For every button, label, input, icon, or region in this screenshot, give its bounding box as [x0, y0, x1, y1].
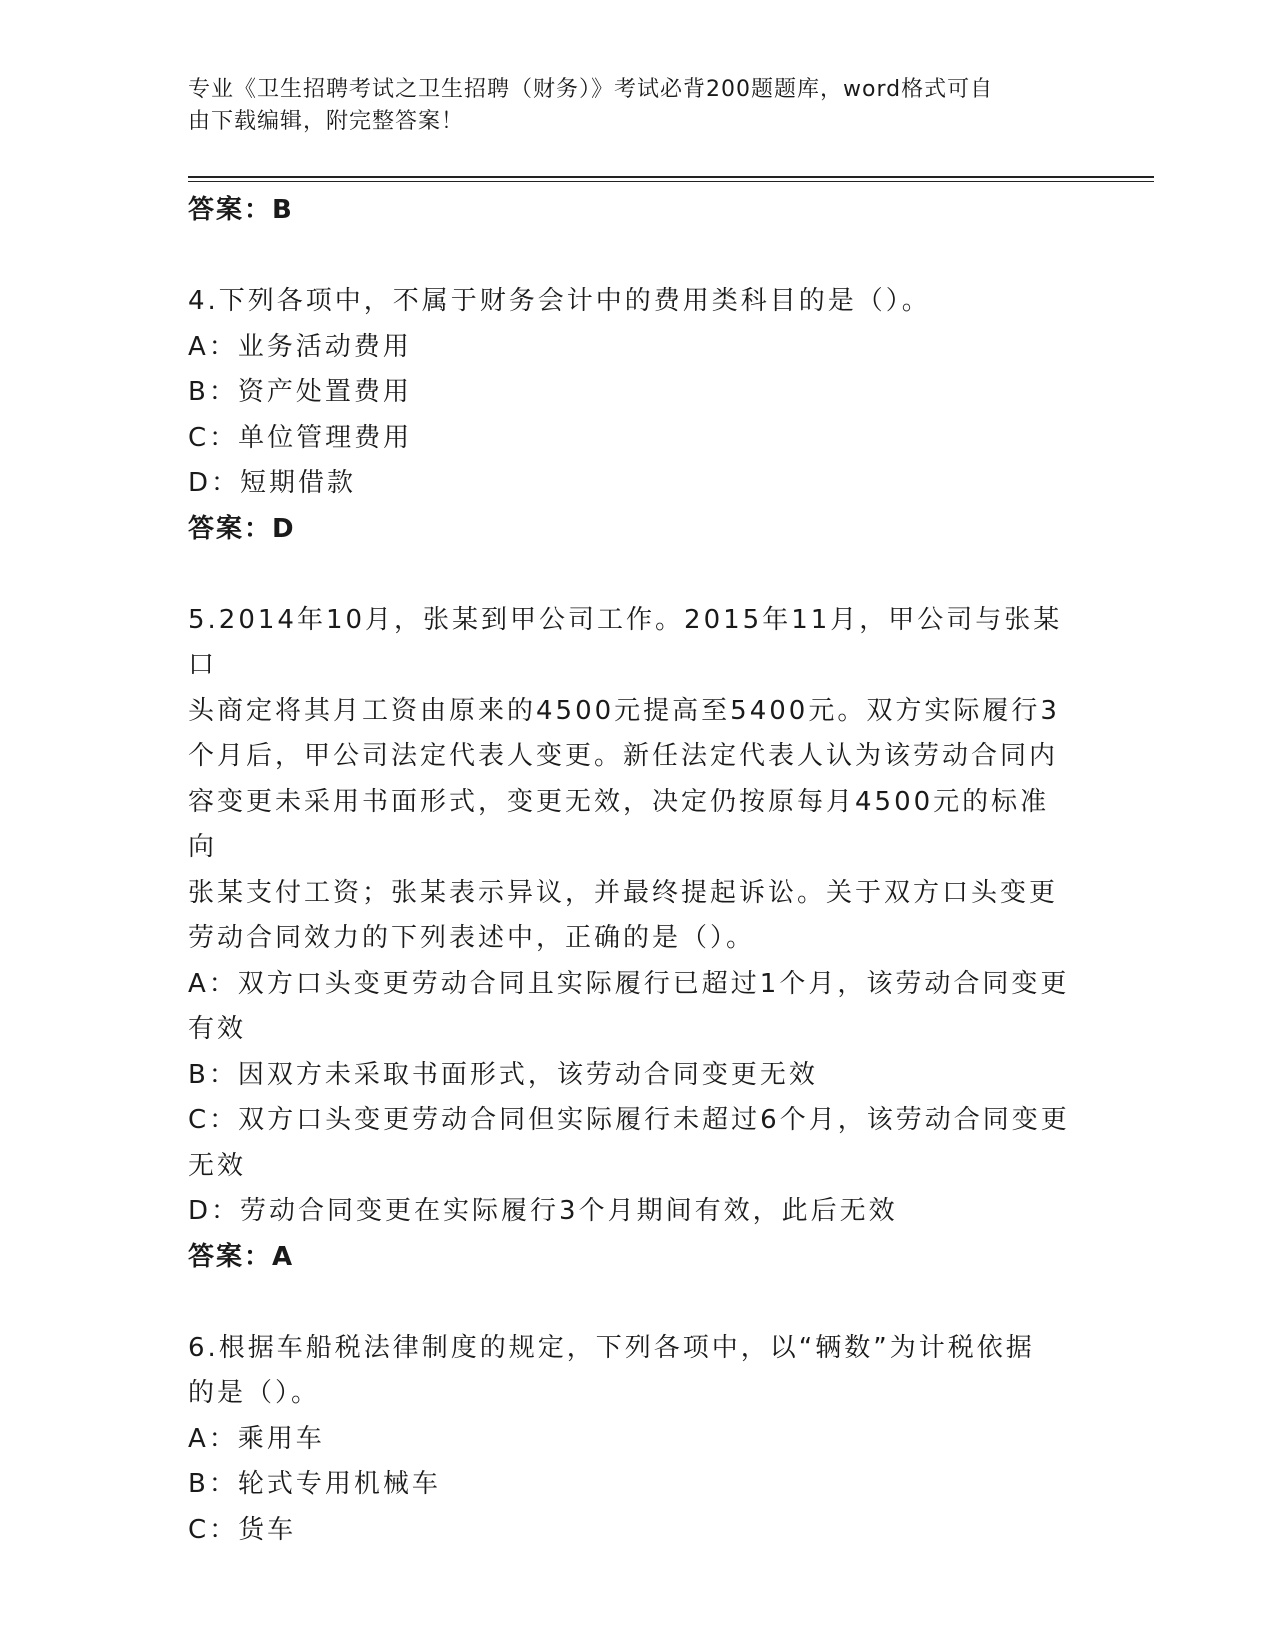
option-d: D：劳动合同变更在实际履行3个月期间有效，此后无效 — [188, 1196, 898, 1226]
header-rule-thick — [188, 176, 1154, 178]
page-header — [188, 74, 1068, 138]
question-stem-line-6: 劳动合同效力的下列表述中，正确的是（）。 — [188, 923, 756, 953]
question-stem-line-5: 张某支付工资；张某表示异议，并最终提起诉讼。关于双方口头变更 — [188, 877, 1059, 908]
spacer — [188, 234, 1078, 280]
spacer — [188, 552, 1078, 598]
option-b: B：轮式专用机械车 — [188, 1469, 441, 1499]
answer-q3: 答案：B — [188, 195, 294, 225]
question-stem-line-3: 个月后，甲公司法定代表人变更。新任法定代表人认为该劳动合同内 — [188, 741, 1059, 771]
option-c-line-2: 无效 — [188, 1150, 247, 1181]
question-stem-line-4: 容变更未采用书面形式，变更无效，决定仍按原每月4500元的标准向 — [188, 786, 1050, 862]
option-b: B：因双方未采取书面形式，该劳动合同变更无效 — [188, 1059, 818, 1090]
option-c: C：单位管理费用 — [188, 422, 413, 453]
question-4 — [188, 279, 1078, 552]
question-5 — [188, 598, 1078, 1281]
question-stem-line-2: 的是（）。 — [188, 1378, 321, 1408]
spacer — [188, 1280, 1078, 1326]
option-c: C：货车 — [188, 1514, 297, 1545]
header-line-1: 专业《卫生招聘考试之卫生招聘（财务）》考试必背200题题库，word格式可自 — [188, 77, 994, 102]
answer-q5: 答案：A — [188, 1241, 295, 1272]
question-list — [188, 188, 1078, 1553]
option-a-line-1: A：双方口头变更劳动合同且实际履行已超过1个月，该劳动合同变更 — [188, 968, 1070, 999]
option-c-line-1: C：双方口头变更劳动合同但实际履行未超过6个月，该劳动合同变更 — [188, 1105, 1070, 1135]
question-stem-line-1: 5.2014年10月，张某到甲公司工作。2015年11月，甲公司与张某口 — [188, 604, 1063, 680]
question-6 — [188, 1326, 1078, 1554]
answer-q4: 答案：D — [188, 513, 296, 544]
question-stem: 4.下列各项中，不属于财务会计中的费用类科目的是（）。 — [188, 286, 931, 316]
option-a-line-2: 有效 — [188, 1014, 247, 1044]
header-line-2: 由下载编辑，附完整答案！ — [188, 109, 465, 134]
header-rule-thin — [188, 181, 1154, 182]
question-stem-line-1: 6.根据车船税法律制度的规定，下列各项中，以“辆数”为计税依据 — [188, 1332, 1035, 1363]
option-a: A：业务活动费用 — [188, 331, 412, 362]
question-stem-line-2: 头商定将其月工资由原来的4500元提高至5400元。双方实际履行3 — [188, 695, 1060, 726]
option-a: A：乘用车 — [188, 1423, 325, 1454]
option-d: D：短期借款 — [188, 468, 357, 498]
option-b: B：资产处置费用 — [188, 377, 412, 407]
